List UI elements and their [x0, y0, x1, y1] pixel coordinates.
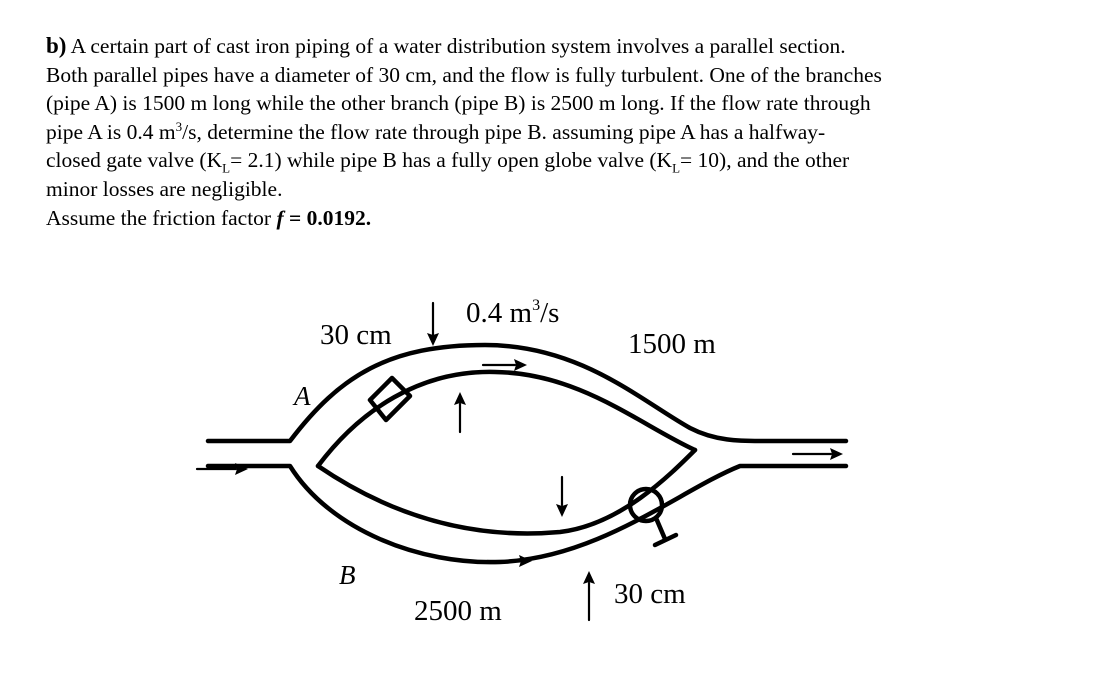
pipe-b-label: B [339, 560, 356, 590]
diameter-a-label: 30 cm [320, 319, 392, 351]
pipe-network [208, 345, 846, 562]
pipe-a-inner-arrow [454, 392, 466, 432]
problem-line-3: (pipe A) is 1500 m long while the other branch (pipe B) is 2500 m long. If the flow rate through [46, 91, 871, 116]
problem-line-5: closed gate valve $(K_L= 2.1)$ while pipe B has a fully open globe valve $(K_L= 10)$, and the other [46, 148, 850, 176]
flow-arrows [197, 303, 843, 620]
problem-line-2: Both parallel pipes have a diameter of 30 cm, and the flow is fully turbulent. One of the branches [46, 62, 882, 87]
problem-line-4: pipe A is 0.4 $m^3/s$, determine the flow rate through pipe B. assuming pipe A has a halfway- [46, 118, 826, 144]
flow-rate-label: 0.4 $m^3/s$ [466, 297, 560, 329]
diameter-a-arrow [427, 303, 439, 346]
diameter-b-label: 30 cm [614, 578, 686, 610]
friction-symbol: f [276, 205, 284, 230]
globe-valve [630, 489, 676, 545]
part-label: b) [46, 33, 67, 58]
length-b-label: 2500 m [414, 595, 502, 627]
problem-line-1: b) A certain part of cast iron piping of a water distribution system involves a parallel section. [46, 33, 846, 58]
pipe-a-flow-arrow [483, 359, 527, 371]
diameter-b-arrow [583, 571, 595, 620]
pipe-a-label: A [294, 381, 311, 411]
length-a-label: 1500 m [628, 328, 716, 360]
branch-a-inner [318, 372, 695, 466]
friction-factor-line: Assume the friction factor f = 0.0192. [46, 205, 372, 230]
inlet-pipe-bottom [208, 466, 846, 562]
pipe-b-flow-arrow [487, 555, 532, 567]
outlet-arrow [793, 448, 843, 460]
globe-valve-stem [656, 518, 665, 539]
problem-line-6: minor losses are negligible. [46, 176, 283, 201]
friction-value: = 0.0192. [283, 205, 372, 230]
pipe-b-inner-arrow [556, 477, 568, 517]
